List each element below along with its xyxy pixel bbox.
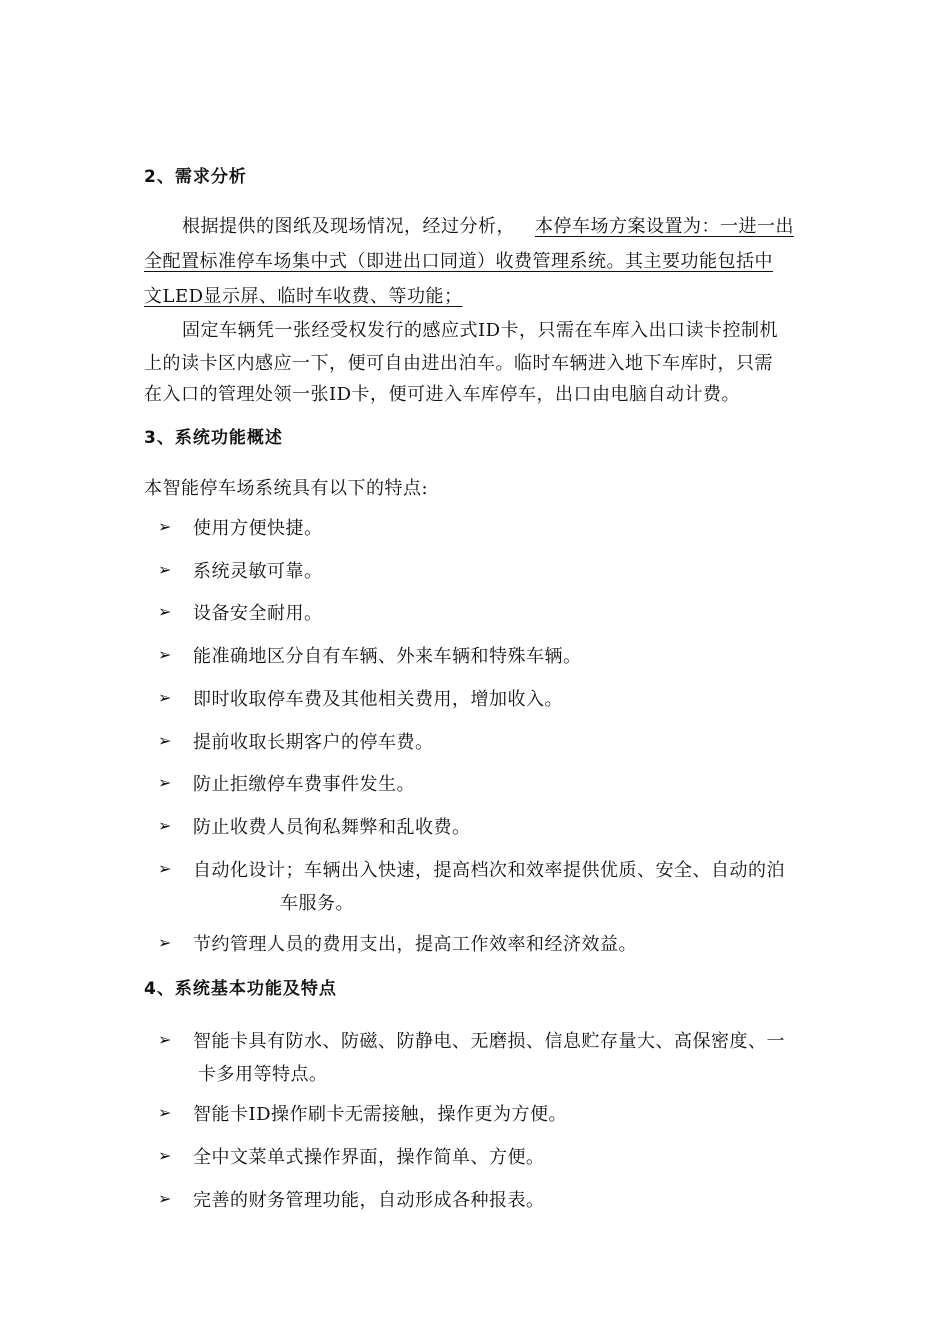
list-item-text: 即时收取停车费及其他相关费用，增加收入。 — [193, 689, 563, 710]
section-3-intro: 本智能停车场系统具有以下的特点: — [144, 478, 429, 499]
section-2-paragraph-2-line-2: 上的读卡区内感应一下，便可自由进出泊车。临时车辆进入地下车库时，只需 — [144, 353, 773, 374]
list-item-continuation: 卡多用等特点。 — [198, 1064, 328, 1085]
arrow-bullet-icon: ➢ — [158, 1103, 172, 1122]
arrow-bullet-icon: ➢ — [158, 560, 172, 579]
arrow-bullet-icon: ➢ — [158, 773, 172, 792]
arrow-bullet-icon: ➢ — [158, 816, 172, 835]
list-item-text: 节约管理人员的费用支出，提高工作效率和经济效益。 — [193, 934, 637, 955]
section-3-heading: 3、系统功能概述 — [144, 428, 283, 448]
list-item-text: 完善的财务管理功能，自动形成各种报表。 — [193, 1190, 545, 1211]
arrow-bullet-icon: ➢ — [158, 859, 172, 878]
list-item-text: 提前收取长期客户的停车费。 — [193, 732, 434, 753]
list-item-text: 自动化设计；车辆出入快速，提高档次和效率提供优质、安全、自动的泊 — [193, 860, 785, 881]
arrow-bullet-icon: ➢ — [158, 731, 172, 750]
list-item-text: 防止收费人员徇私舞弊和乱收费。 — [193, 817, 471, 838]
section-2-paragraph-1-line-2: 全配置标准停车场集中式（即进出口同道）收费管理系统。其主要功能包括中 — [144, 251, 773, 272]
p1-line1-underlined: 本停车场方案设置为：一进一出 — [535, 216, 794, 237]
section-2-paragraph-2-line-1: 固定车辆凭一张经受权发行的感应式ID卡，只需在车库入出口读卡控制机 — [182, 320, 779, 341]
section-2-paragraph-1-line-3: 文LED显示屏、临时车收费、等功能； — [144, 286, 463, 307]
arrow-bullet-icon: ➢ — [158, 1189, 172, 1208]
arrow-bullet-icon: ➢ — [158, 645, 172, 664]
arrow-bullet-icon: ➢ — [158, 1030, 172, 1049]
list-item-text: 智能卡具有防水、防磁、防静电、无磨损、信息贮存量大、高保密度、一 — [193, 1031, 785, 1052]
arrow-bullet-icon: ➢ — [158, 1146, 172, 1165]
list-item-text: 全中文菜单式操作界面，操作简单、方便。 — [193, 1147, 545, 1168]
section-4-heading: 4、系统基本功能及特点 — [144, 979, 337, 999]
arrow-bullet-icon: ➢ — [158, 688, 172, 707]
list-item-text: 能准确地区分自有车辆、外来车辆和特殊车辆。 — [193, 646, 582, 667]
arrow-bullet-icon: ➢ — [158, 517, 172, 536]
p1-line1-plain: 根据提供的图纸及现场情况，经过分析， — [182, 216, 515, 237]
section-2-paragraph-2-line-3: 在入口的管理处领一张ID卡，便可进入车库停车，出口由电脑自动计费。 — [144, 384, 741, 405]
list-item-text: 使用方便快捷。 — [193, 518, 323, 539]
section-2-heading: 2、需求分析 — [144, 167, 247, 187]
arrow-bullet-icon: ➢ — [158, 933, 172, 952]
list-item-text: 防止拒缴停车费事件发生。 — [193, 774, 415, 795]
list-item-text: 设备安全耐用。 — [193, 603, 323, 624]
list-item-text: 智能卡ID操作刷卡无需接触，操作更为方便。 — [193, 1104, 568, 1125]
arrow-bullet-icon: ➢ — [158, 602, 172, 621]
list-item-continuation: 车服务。 — [280, 893, 354, 914]
section-2-paragraph-1-line-1 — [182, 212, 794, 238]
list-item-text: 系统灵敏可靠。 — [193, 561, 323, 582]
